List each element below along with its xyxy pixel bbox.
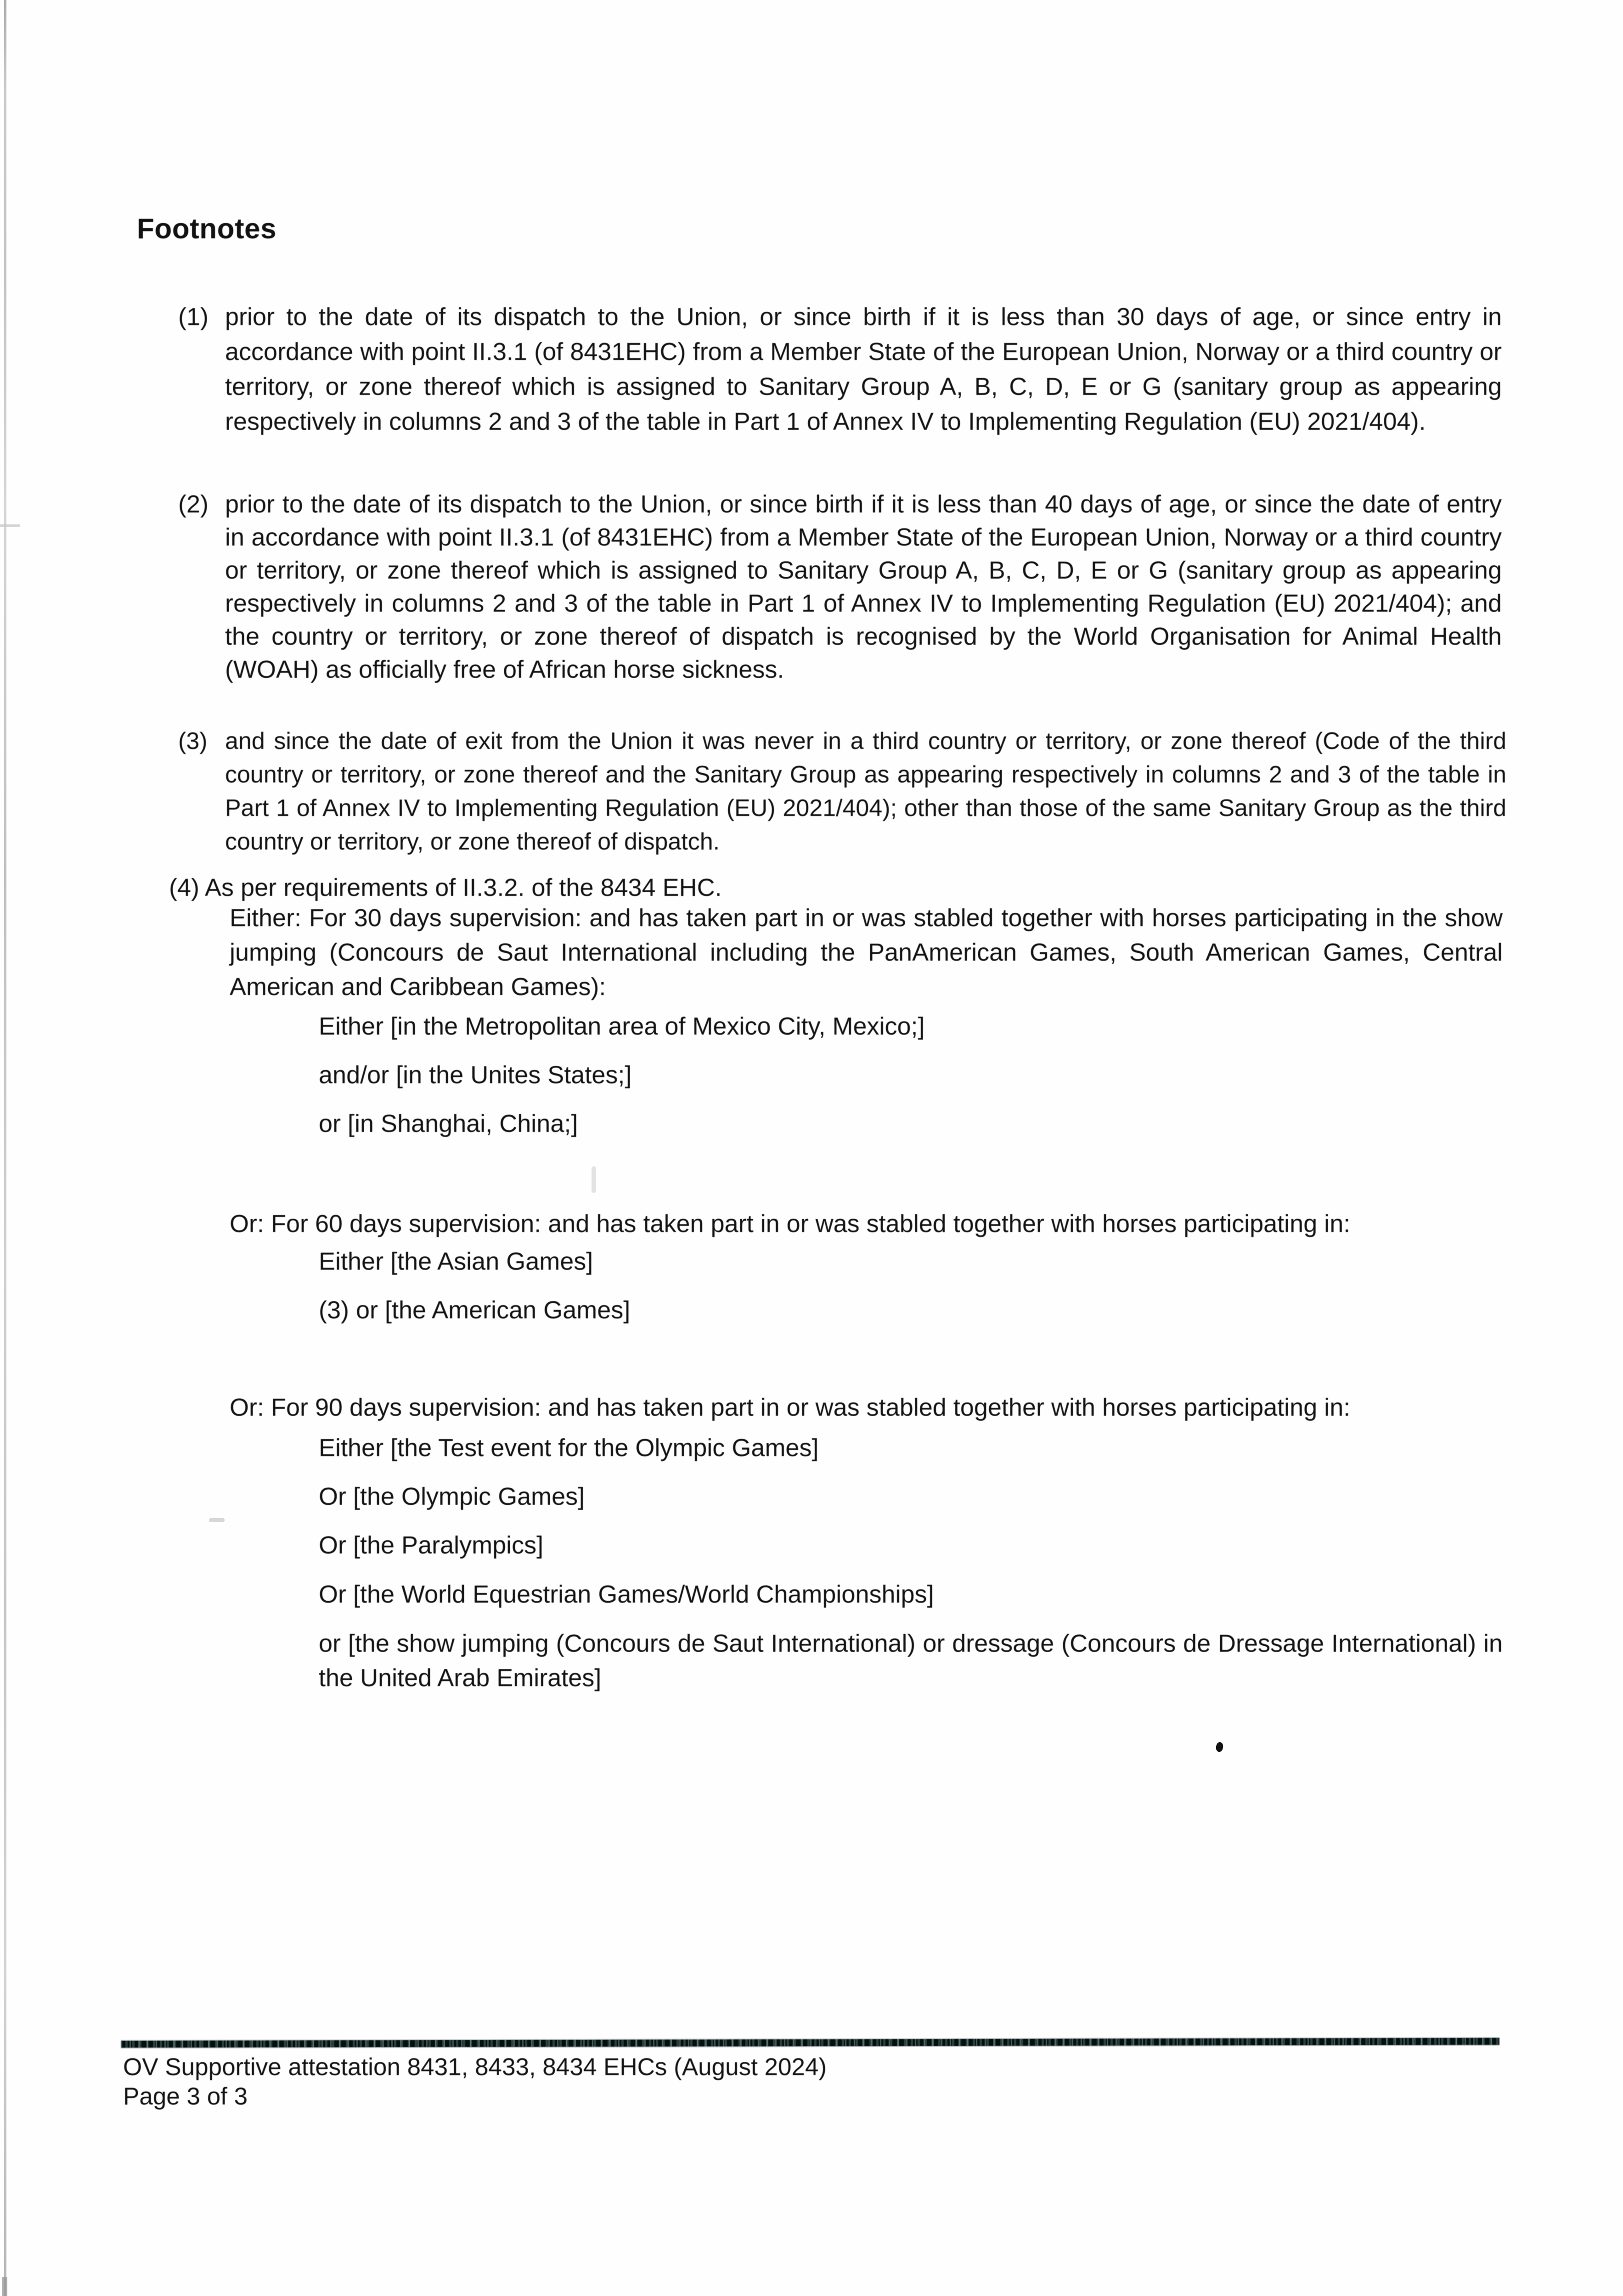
footer-page-number: Page 3 of 3 [123, 2083, 248, 2110]
supervision-60-intro: Or: For 60 days supervision: and has taken part in or was stabled together with horses participating in: [230, 1210, 1351, 1238]
supervision-90-intro: Or: For 90 days supervision: and has taken part in or was stabled together with horses participating in: [230, 1394, 1351, 1421]
footnote-4-text: As per requirements of II.3.2. of the 8434 EHC. [205, 874, 722, 901]
footnote-2 [178, 488, 1502, 686]
footnote-1 [178, 299, 1502, 439]
option-american-games: (3) or [the American Games] [319, 1296, 631, 1324]
footnote-1-text: prior to the date of its dispatch to the Union, or since birth if it is less than 30 days of age, or since entry in accordance with point II.3.1 (of 8431EHC) from a Member State of the European Union, Norway or a third country or territory, or zone thereof which is assigned to Sanitary Group A, B, C, D, E or G (sanitary group as appearing respectively in columns 2 and 3 of the table in Part 1 of Annex IV to Implementing Regulation (EU) 2021/404). [225, 303, 1502, 435]
option-shanghai: or [in Shanghai, China;] [319, 1110, 578, 1137]
footer-rule [121, 2038, 1499, 2048]
footnote-1-marker: (1) [178, 303, 209, 331]
page-title: Footnotes [137, 213, 277, 245]
option-world-equestrian-games: Or [the World Equestrian Games/World Championships] [319, 1581, 934, 1608]
option-uae-show-jumping-dressage: or [the show jumping (Concours de Saut International) or dressage (Concours de Dressage International) in the United Arab Emirates] [319, 1630, 1503, 1692]
footnote-4 [169, 872, 722, 904]
option-asian-games: Either [the Asian Games] [319, 1248, 593, 1275]
footnote-2-text: prior to the date of its dispatch to the Union, or since birth if it is less than 40 days of age, or since the date of entry in accordance with point II.3.1 (of 8431EHC) from a Member State of the European Union, Norway or a third country or territory, or zone thereof which is assigned to Sanitary Group A, B, C, D, E or G (sanitary group as appearing respectively in columns 2 and 3 of the table in Part 1 of Annex IV to Implementing Regulation (EU) 2021/404); and the country or territory, or zone thereof of dispatch is recognised by the World Organisation for Animal Health (WOAH) as officially free of African horse sickness. [225, 490, 1502, 683]
footnote-3 [178, 725, 1506, 859]
footnote-2-marker: (2) [178, 490, 209, 518]
footnote-3-text: and since the date of exit from the Union it was never in a third country or territory, or zone thereof (Code of the third country or territory, or zone thereof and the Sanitary Group as appearing respectively in columns 2 and 3 of the table in Part 1 of Annex IV to Implementing Regulation (EU) 2021/404); other than those of the same Sanitary Group as the third country or territory, or zone thereof of dispatch. [225, 728, 1506, 855]
option-olympic-games: Or [the Olympic Games] [319, 1483, 585, 1510]
footer-attestation: OV Supportive attestation 8431, 8433, 8434 EHCs (August 2024) [123, 2054, 827, 2081]
footnote-4-marker: (4) [169, 874, 199, 901]
option-olympic-test-event: Either [the Test event for the Olympic Games] [319, 1434, 819, 1462]
option-united-states: and/or [in the Unites States;] [319, 1061, 632, 1089]
footnote-3-marker: (3) [178, 728, 208, 754]
supervision-30-intro: Either: For 30 days supervision: and has taken part in or was stabled together with horses participating in the show jumping (Concours de Saut International including the PanAmerican Games, South American Games, Central American and Caribbean Games): [230, 904, 1503, 1001]
option-mexico-city: Either [in the Metropolitan area of Mexico City, Mexico;] [319, 1013, 925, 1040]
option-paralympics: Or [the Paralympics] [319, 1531, 544, 1559]
